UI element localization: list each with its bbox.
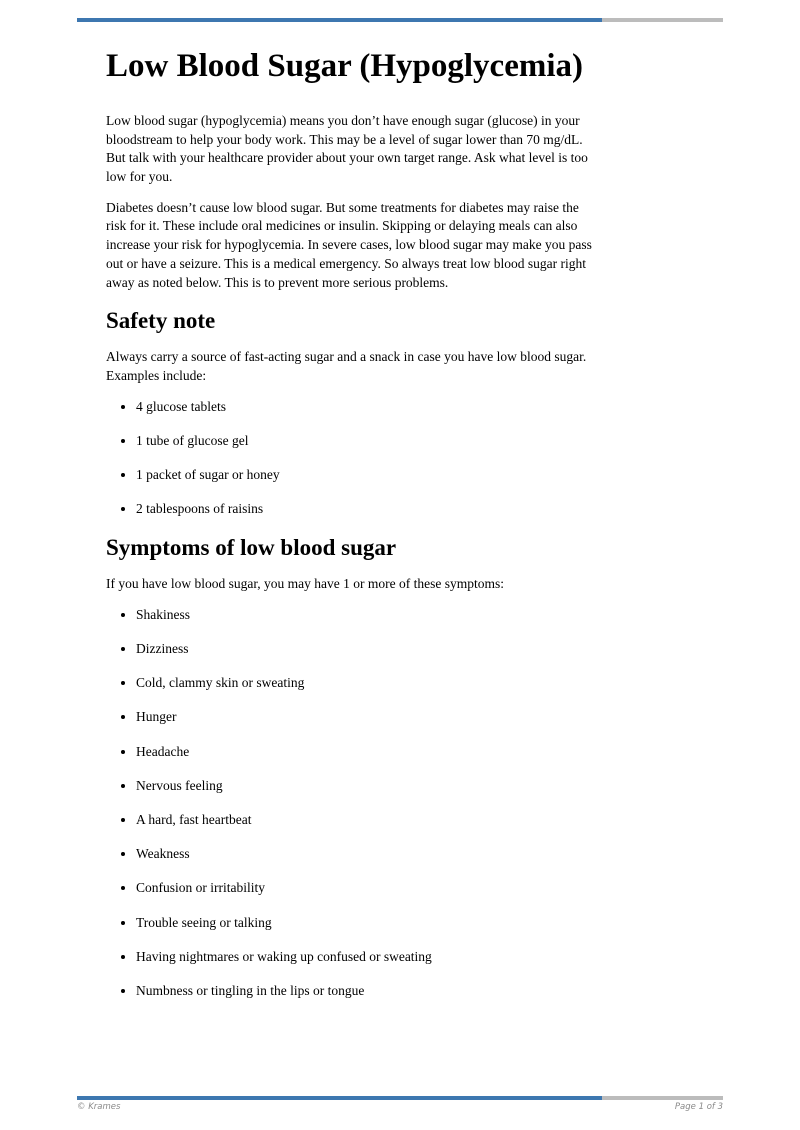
divider-blue-segment [77,1096,602,1100]
page-number: Page 1 of 3 [674,1102,723,1112]
symptoms-paragraph: If you have low blood sugar, you may have 1 or more of these symptoms: [106,575,505,591]
list-item: • 1 packet of sugar or honey [136,466,598,485]
list-item: • 4 glucose tablets [136,398,598,417]
list-item: • Nervous feeling [136,777,598,796]
list-item: • Hunger [136,708,598,727]
safety-note-paragraph: Always carry a source of fast-acting sugar and a snack in case you have low blood sugar. Examples include: [106,349,587,383]
page-footer [77,1096,723,1112]
intro-paragraph-2: Diabetes doesn’t cause low blood sugar. But some treatments for diabetes may raise the risk for it. These include oral medicines or insulin. Skipping or delaying meals can also increase your risk for hypoglycemia. In severe cases, low blood sugar may make you pass out or have a seizure. This is a medical emergency. So always treat low blood sugar right away as noted below. This is to prevent more serious problems. [106,199,592,290]
list-item: • Confusion or irritability [136,879,598,898]
list-item: • 1 tube of glucose gel [136,432,598,451]
list-item: • 2 tablespoons of raisins [136,500,598,519]
top-divider [77,18,723,22]
list-item: • Shakiness [136,606,598,625]
list-item: • Trouble seeing or talking [136,914,598,933]
list-item: • Headache [136,743,598,762]
page-title: Low Blood Sugar (Hypoglycemia) [106,48,584,84]
list-item: • Weakness [136,845,598,864]
divider-blue-segment [77,18,602,22]
list-item: • Cold, clammy skin or sweating [136,674,598,693]
divider-gray-segment [602,18,723,22]
copyright-text: © Krames [77,1102,121,1112]
list-item: • Having nightmares or waking up confused or sweating [136,948,598,967]
divider-gray-segment [602,1096,723,1100]
footer-row [77,1102,723,1112]
safety-examples-list [106,398,598,519]
section-heading-safety-note: Safety note [106,308,216,334]
symptoms-list [106,606,598,1001]
footer-divider [77,1096,723,1100]
list-item: • Numbness or tingling in the lips or tongue [136,982,598,1001]
section-heading-symptoms: Symptoms of low blood sugar [106,534,397,560]
intro-paragraph-1: Low blood sugar (hypoglycemia) means you don’t have enough sugar (glucose) in your bloodstream to help your body work. This may be a level of sugar lower than 70 mg/dL. But talk with your healthcare provider about your own target range. Ask what level is too low for you. [106,112,588,185]
list-item: • A hard, fast heartbeat [136,811,598,830]
list-item: • Dizziness [136,640,598,659]
